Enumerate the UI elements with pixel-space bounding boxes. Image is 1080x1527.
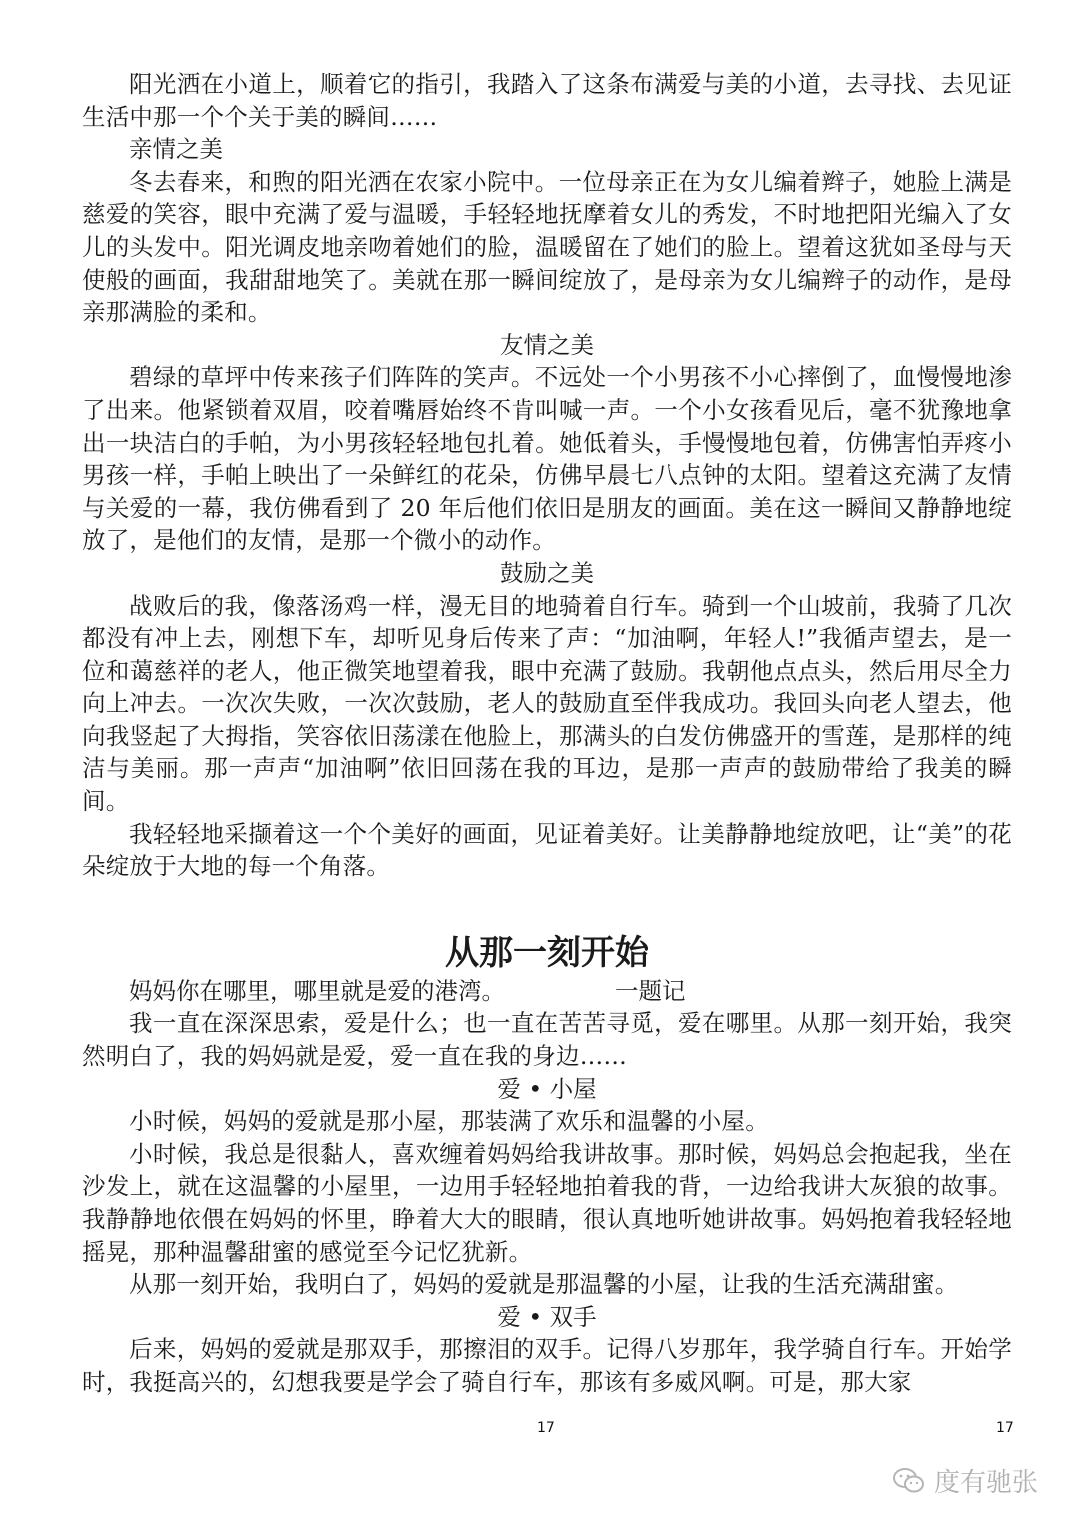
article1-section2-body: 碧绿的草坪中传来孩子们阵阵的笑声。不远处一个小男孩不小心摔倒了，血慢慢地渗了出来。他紧锁着双眉，咬着嘴唇始终不肯叫喊一声。一个小女孩看见后，毫不犹豫地拿出一块洁白的手帕，为小男孩轻轻地包扎着。她低着头，手慢慢地包着，仿佛害怕弄疼小男孩一样，手帕上映出了一朵鲜红的花朵，仿佛早晨七八点钟的太阳。望着这充满了友情与关爱的一幕，我仿佛看到了 20 年后他们依旧是朋友的画面。美在这一瞬间又静静地绽放了，是他们的友情，是那一个微小的动作。 (82, 363, 1012, 555)
article2-epigraph-line (82, 975, 1012, 1008)
article2-section1-paragraph3: 从那一刻开始，我明白了，妈妈的爱就是那温馨的小屋，让我的生活充满甜蜜。 (129, 1270, 959, 1299)
article2-section1-title: 爱 • 小屋 (497, 1074, 597, 1103)
watermark-text: 度有驰张 (934, 1468, 1039, 1498)
article2-title: 从那一刻开始 (445, 932, 649, 973)
article2-epigraph-attribution: 一题记 (615, 976, 686, 1005)
article1-section3-title: 鼓励之美 (500, 558, 594, 587)
article1-intro: 阳光洒在小道上，顺着它的指引，我踏入了这条布满爱与美的小道，去寻找、去见证生活中那一个个关于美的瞬间…… (82, 70, 1012, 131)
article2-section1-paragraph1: 小时候，妈妈的爱就是那小屋，那装满了欢乐和温馨的小屋。 (129, 1107, 769, 1136)
article1-section1-body: 冬去春来，和煦的阳光洒在农家小院中。一位母亲正在为女儿编着辫子，她脸上满是慈爱的笑容，眼中充满了爱与温暖，手轻轻地抚摩着女儿的秀发，不时地把阳光编入了女儿的头发中。阳光调皮地亲吻着她们的脸，温暖留在了她们的脸上。望着这犹如圣母与天使般的画面，我甜甜地笑了。美就在那一瞬间绽放了，是母亲为女儿编辫子的动作，是母亲那满脸的柔和。 (82, 167, 1012, 327)
article2-section1-paragraph2: 小时候，我总是很黏人，喜欢缠着妈妈给我讲故事。那时候，妈妈总会抱起我，坐在沙发上，就在这温馨的小屋里，一边用手轻轻地拍着我的背，一边给我讲大灰狼的故事。我静静地依偎在妈妈的怀里，睁着大大的眼睛，很认真地听她讲故事。妈妈抱着我轻轻地摇晃，那种温馨甜蜜的感觉至今记忆犹新。 (82, 1139, 1012, 1266)
article2-intro: 我一直在深深思索，爱是什么；也一直在苦苦寻觅，爱在哪里。从那一刻开始，我突然明白了，我的妈妈就是爱，爱一直在我的身边…… (82, 1009, 1012, 1071)
article2-section2-paragraph1: 后来，妈妈的爱就是那双手，那擦泪的双手。记得八岁那年，我学骑自行车。开始学时，我挺高兴的，幻想我要是学会了骑自行车，那该有多威风啊。可是，那大家 (82, 1335, 1012, 1396)
page-number-right: 17 (996, 1420, 1014, 1436)
article1-ending: 我轻轻地采撷着这一个个美好的画面，见证着美好。让美静静地绽放吧，让“美”的花朵绽放于大地的每一个角落。 (82, 819, 1012, 881)
article2-epigraph: 妈妈你在哪里，哪里就是爱的港湾。 (129, 976, 505, 1005)
article2-section2-title: 爱 • 双手 (497, 1302, 597, 1331)
watermark (892, 1462, 1038, 1499)
page-content (82, 68, 1012, 1399)
article1-section3-body: 战败后的我，像落汤鸡一样，漫无目的地骑着自行车。骑到一个山坡前，我骑了几次都没有冲上去，刚想下车，却听见身后传来了声：“加油啊，年轻人!”我循声望去，是一位和蔼慈祥的老人，他正微笑地望着我，眼中充满了鼓励。我朝他点点头，然后用尽全力向上冲去。一次次失败，一次次鼓励，老人的鼓励直至伴我成功。我回头向老人望去，他向我竖起了大拇指，笑容依旧荡漾在他脸上，那满头的白发仿佛盛开的雪莲，是那样的纯洁与美丽。那一声声“加油啊”依旧回荡在我的耳边，是那一声声的鼓励带给了我美的瞬间。 (82, 591, 1012, 816)
page-number-center: 17 (537, 1420, 555, 1436)
article1-section1-title: 亲情之美 (129, 135, 223, 164)
wechat-icon (892, 1467, 926, 1495)
article1-section2-title: 友情之美 (500, 330, 594, 359)
